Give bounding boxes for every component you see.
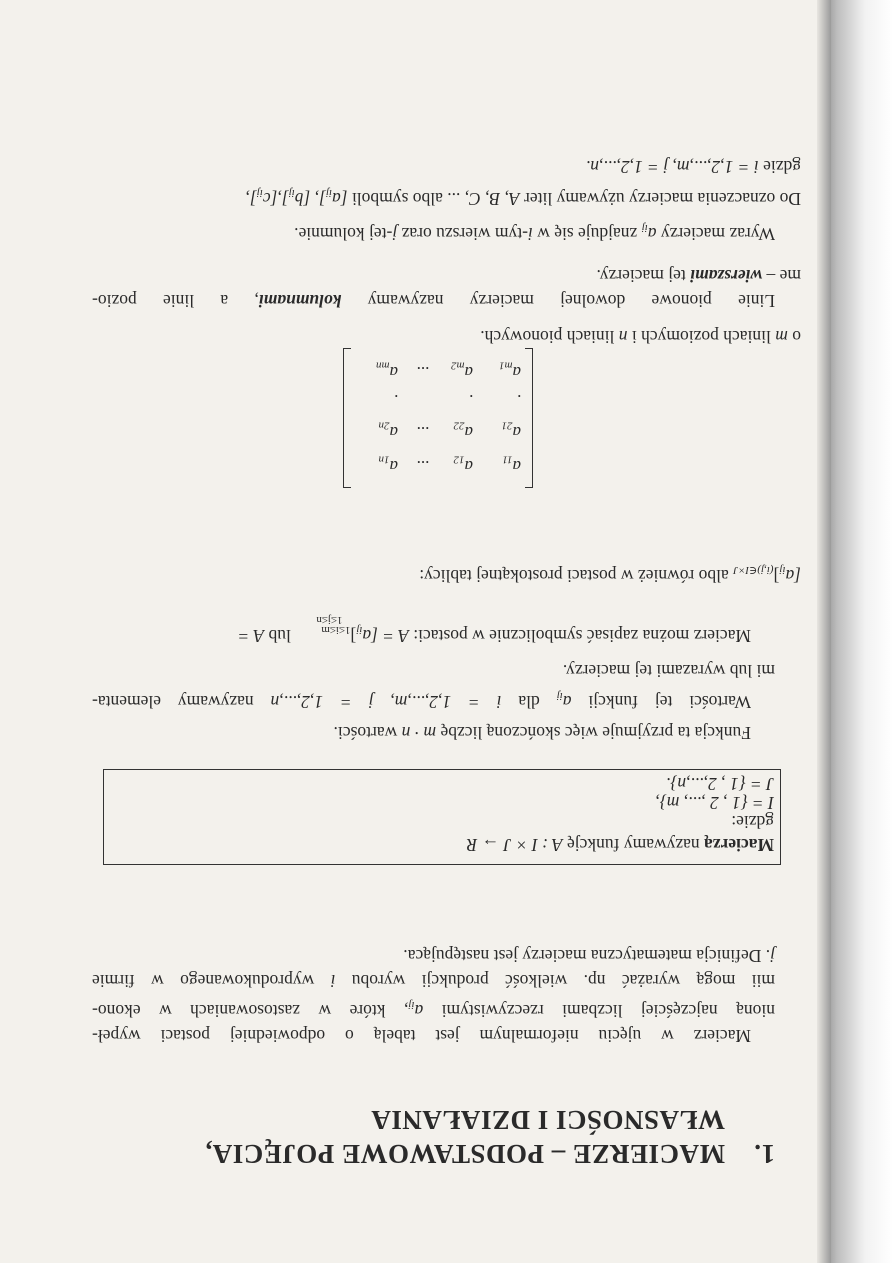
intro-line-2a: nioną najczęściej liczbami rzeczywistymi	[423, 1001, 775, 1022]
symbolic-line-1	[237, 614, 801, 647]
matrix-cell: .	[468, 391, 473, 410]
index-range: i = 1,2,...,m, j = 1,2,...,n	[270, 692, 502, 712]
matrix-cell: .	[516, 391, 521, 410]
values-line-1c: nazywamy elementa-	[92, 692, 271, 712]
matrix-cell: $a_{22}$	[453, 419, 473, 442]
element-text-d: -tej kolumnie.	[294, 224, 393, 244]
var-i: i	[330, 971, 336, 991]
var-m: m	[775, 327, 788, 347]
matrix-cell: .	[393, 391, 398, 410]
var-a: a	[647, 224, 657, 244]
bound-i: 1≤i≤m	[321, 624, 351, 636]
element-text-b: znajduje się w	[532, 224, 642, 244]
formula-A: A = [a	[362, 626, 409, 646]
symbol-a: [a	[332, 189, 348, 209]
element-paragraph	[294, 217, 775, 245]
matrix-cell: $a_{21}$	[501, 419, 521, 442]
element-text-c: -tym wierszu oraz	[397, 224, 528, 244]
matrix-letters: A, B, C,	[464, 189, 520, 209]
notation-text-b: ... albo symboli	[347, 189, 465, 209]
matrix-table	[343, 348, 533, 488]
where-label: gdzie:	[731, 812, 774, 832]
values-line-1b: dla	[501, 692, 557, 712]
matrix-cell: $a_{12}$	[453, 453, 473, 476]
function-paragraph	[334, 722, 751, 744]
matrix-cell: $a_{2n}$	[378, 419, 398, 442]
function-text-a: Funkcja ta przyjmuje więc skończoną liczbę	[436, 723, 751, 743]
set-J	[666, 773, 774, 795]
matrix-cell: $a_{m1}$	[499, 359, 521, 382]
definition-formula: A : I × J → R	[466, 835, 563, 855]
binding-shadow	[817, 0, 831, 1263]
values-line-1a: Wartości tej funkcji	[571, 692, 751, 712]
sub-ij: ij	[408, 999, 415, 1012]
var-j: j	[392, 224, 398, 244]
matrix-cell: ...	[416, 363, 429, 382]
intro-line-3b: wyprodukowanego w firmie	[92, 971, 331, 991]
notation-line-2	[586, 156, 801, 178]
symbolic-text: Macierz można zapisać symbolicznie w postaci:	[408, 626, 751, 646]
intro-line-2b: , które w zastosowaniach w ekono-	[92, 1001, 409, 1022]
rows-text-c: liniach pionowych.	[480, 327, 619, 347]
function-text-b: wartości.	[333, 723, 402, 743]
lines-text-c: me –	[762, 266, 801, 287]
var-n: n	[618, 327, 628, 347]
matrix-cell: $a_{1n}$	[378, 453, 398, 476]
symbolic-line-2-text: albo również w postaci prostokątnej tablicy:	[419, 566, 734, 586]
book-binding-edge	[823, 0, 893, 1263]
intro-line-3a: mii mogą wyrażać np. wielkość produkcji wyrobu	[335, 971, 775, 991]
sub-ij: ij	[556, 690, 563, 702]
sub-ij: ij	[779, 564, 786, 576]
lines-text-b: , a linie pozio-	[92, 291, 259, 311]
sub-ij: ij	[641, 222, 648, 234]
rows-text-b: liniach poziomych i	[627, 327, 776, 347]
index-bounds	[316, 614, 351, 647]
matrix-cell: ...	[416, 457, 429, 476]
set-J-text: J = {1 , 2,...,n}.	[666, 774, 774, 794]
var-a: a	[562, 692, 572, 712]
var-i: i	[527, 224, 533, 244]
matrix-right-bracket	[343, 348, 351, 488]
definition-rest: nazywamy funkcję	[562, 835, 705, 855]
lines-text-d: tej macierzy.	[596, 266, 691, 287]
chapter-title-line1: MACIERZE – PODSTAWOWE POJĘCIA,	[204, 1139, 725, 1169]
rows-paragraph	[480, 326, 801, 348]
chapter-number: 1.	[753, 1139, 775, 1169]
index-set: (i,j)∈I×J	[733, 564, 774, 576]
intro-line-1: Macierz w ujęciu nieformalnym jest tabelą o odpowiedniej postaci wypeł-	[92, 1026, 751, 1046]
index-range: i = 1,2,...,m, j = 1,2,...,n.	[585, 157, 759, 177]
definition-line	[467, 834, 774, 856]
matrix-cell: ...	[416, 423, 429, 442]
element-text-a: Wyraz macierzy	[656, 224, 775, 244]
bracket-close: ]	[773, 566, 780, 586]
rows-text-a: o	[787, 327, 801, 347]
lines-paragraph	[92, 264, 801, 313]
formula-A2: A =	[237, 626, 265, 646]
set-I-text: I = {1 , 2 ,..., m},	[655, 793, 774, 813]
matrix-cell: $a_{mn}$	[376, 359, 398, 382]
term-kolumnami: kolumnami	[258, 291, 342, 311]
matrix-cell: $a_{11}$	[502, 453, 521, 476]
var-j: j	[770, 946, 775, 967]
bracket-close: ]	[350, 626, 357, 646]
matrix-cell: $a_{m2}$	[451, 359, 473, 382]
term-macierza: Macierzą	[704, 835, 774, 855]
sub-ij: ij	[356, 624, 363, 636]
notation-text-c: gdzie	[758, 157, 801, 177]
lines-text-a: Linie pionowe dowolnej macierzy nazywamy	[341, 291, 775, 311]
values-line-2: mi lub wyrazami tej macierzy.	[562, 661, 775, 682]
intro-line-4: . Definicja matematyczna macierzy jest następująca.	[403, 946, 771, 967]
or-text: lub	[264, 626, 296, 646]
term-wierszami: wierszami	[690, 266, 763, 287]
notation-text-a: Do oznaczenia macierzy używamy liter	[519, 189, 801, 209]
bound-j: 1≤j≤n	[316, 614, 343, 626]
formula-bracket: [a	[785, 566, 801, 586]
values-paragraph	[92, 659, 775, 714]
matrix-left-bracket	[525, 348, 533, 488]
symbolic-line-2	[419, 559, 801, 587]
notation-symbols: $[a_{ij}]$, $[b_{ij}],[c_{ij}]$,	[245, 187, 348, 209]
m-times-n: m · n	[401, 723, 437, 743]
var-a: a	[414, 1001, 424, 1022]
definition-box	[103, 769, 781, 865]
chapter-title-line2: WŁASNOŚCI I DZIAŁANIA	[370, 1105, 725, 1135]
set-I	[655, 792, 774, 814]
notation-line-1	[246, 182, 801, 210]
intro-paragraph	[92, 944, 775, 1048]
